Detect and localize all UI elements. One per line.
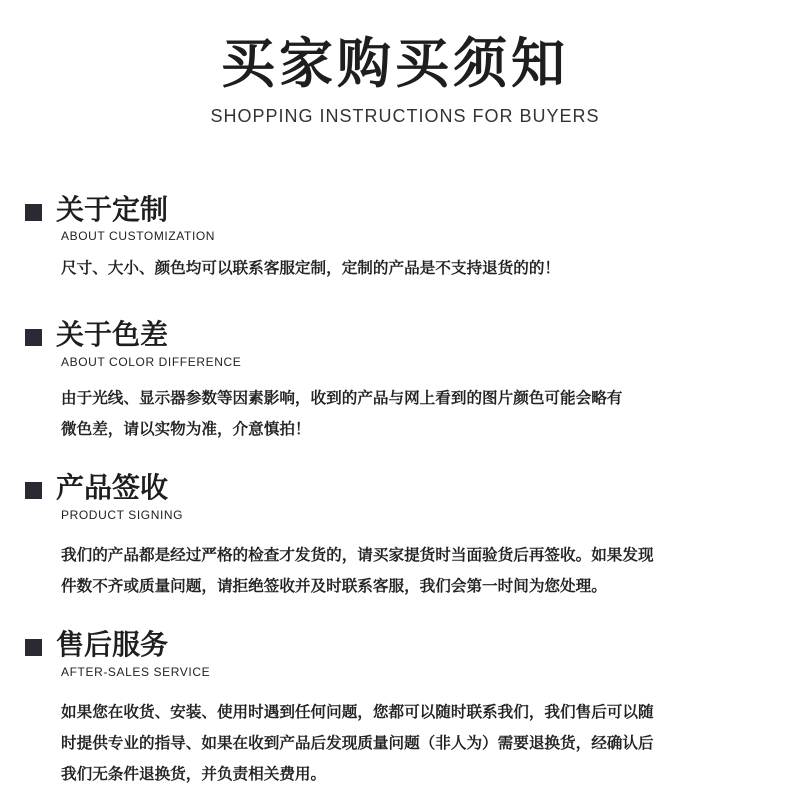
section-subtitle: PRODUCT SIGNING xyxy=(61,508,184,522)
body-line: 如果您在收货、安装、使用时遇到任何问题，您都可以随时联系我们，我们售后可以随 xyxy=(61,703,654,721)
section-title: 产品签收 xyxy=(56,471,169,504)
section-subtitle: AFTER-SALES SERVICE xyxy=(61,665,211,679)
section-title: 关于色差 xyxy=(56,318,169,351)
body-line: 由于光线、显示器参数等因素影响，收到的产品与网上看到的图片颜色可能会略有 xyxy=(61,389,623,407)
body-line: 时提供专业的指导、如果在收到产品后发现质量问题（非人为）需要退换货，经确认后 xyxy=(61,734,654,752)
section-subtitle: ABOUT CUSTOMIZATION xyxy=(61,229,216,243)
body-line: 我们无条件退换货，并负责相关费用。 xyxy=(61,765,327,783)
section-body xyxy=(61,383,751,445)
section-body xyxy=(61,697,751,790)
body-line: 件数不齐或质量问题，请拒绝签收并及时联系客服，我们会第一时间为您处理。 xyxy=(61,577,607,595)
body-line: 我们的产品都是经过严格的检查才发货的，请买家提货时当面验货后再签收。如果发现 xyxy=(61,546,654,564)
section-bullet-icon xyxy=(25,204,42,221)
section-bullet-icon xyxy=(25,639,42,656)
section-subtitle: ABOUT COLOR DIFFERENCE xyxy=(61,355,242,369)
page-subtitle: SHOPPING INSTRUCTIONS FOR BUYERS xyxy=(210,106,600,126)
section-title: 售后服务 xyxy=(56,628,169,661)
section-bullet-icon xyxy=(25,482,42,499)
section-title: 关于定制 xyxy=(56,193,169,226)
section-bullet-icon xyxy=(25,329,42,346)
body-line: 微色差，请以实物为准，介意慎拍！ xyxy=(61,420,311,438)
section-body xyxy=(61,540,751,602)
body-line: 尺寸、大小、颜色均可以联系客服定制，定制的产品是不支持退货的的！ xyxy=(61,259,561,277)
page-title: 买家购买须知 xyxy=(221,32,569,95)
section-body xyxy=(61,258,751,278)
